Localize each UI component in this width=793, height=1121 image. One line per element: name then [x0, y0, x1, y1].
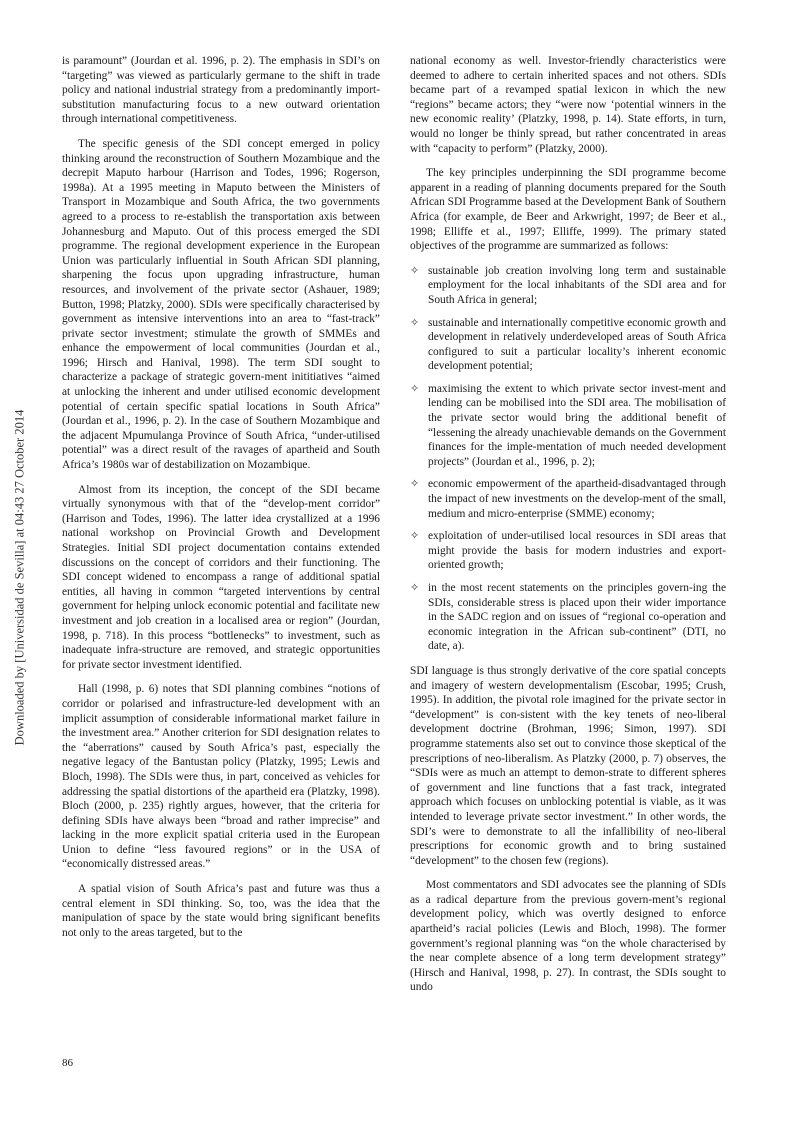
list-item-text: in the most recent statements on the principles govern-ing the SDIs, considerable stress is placed upon their wider importance in the SADC region and on issues of “regional co-operation and economic integration in the African sub-continent” (DTI, no date, a).: [428, 582, 726, 653]
list-item-text: sustainable and internationally competitive economic growth and development in relatively underdeveloped areas of South Africa configured to suit a particular locality’s inherent economic development potential;: [428, 316, 726, 373]
paragraph: is paramount” (Jourdan et al. 1996, p. 2). The emphasis in SDI’s on “targeting” was viewed as particularly germane to the shift in trade policy and national industrial strategy from a predominantly import-substitution manufacturing focus to a new outward orientation through international competitiveness.: [62, 55, 380, 126]
list-item-text: exploitation of under-utilised local resources in SDI areas that might provide the basis for modern industries and export-oriented growth;: [428, 530, 726, 572]
bullet-star-icon: ✧: [410, 381, 420, 395]
list-item: [410, 316, 726, 374]
paragraph: The specific genesis of the SDI concept emerged in policy thinking around the reconstruction of Southern Mozambique and the decrepit Maputo harbour (Harrison and Todes, 1996; Rogerson, 1998a). At a 1995 meeting in Maputo between the Ministers of Transport in Mozambique and South Africa, the two governments agreed to a process to re-establish the transportation axis between Johannesburg and Maputo. Out of this process emerged the SDI programme. The regional development experience in the European Union was particularly influential in South African SDI planning, sharpening the focus upon upgrading infrastructure, human resources, and involvement of the private sector (Ashauer, 1989; Button, 1998; Platzky, 2000). SDIs were specifically characterised by government as intensive interventions into an area to “fast-track” private sector investment; stimulate the growth of SMMEs and enhance the empowerment of local communities (Jourdan et al., 1996; Hirsch and Hanival, 1998). The term SDI sought to characterize a package of strategic govern-ment inititiatives “aimed at unlocking the inherent and under utilised economic development potential of certain specific spatial locations in South Africa” (Jourdan et al., 1996, p. 2). In the case of Southern Mozambique and the adjacent Mpumulanga Province of South Africa, “under-utilised potential” was a direct result of the ravages of apartheid and South Africa’s 1980s war of destabilization on Mozambique.: [62, 137, 380, 472]
paragraph: The key principles underpinning the SDI programme become apparent in a reading of planning documents prepared for the South African SDI Programme based at the Development Bank of Southern Africa (for example, de Beer and Arkwright, 1997; de Beer et al., 1998; Elliffe et al., 1997; Elliffe, 1999). The primary stated objectives of the programme are summarized as follows:: [410, 167, 727, 253]
page-number: 86: [62, 1057, 73, 1069]
list-item: [410, 581, 726, 654]
objectives-list: [410, 264, 726, 654]
bullet-star-icon: ✧: [410, 263, 420, 277]
paragraph: Most commentators and SDI advocates see the planning of SDIs as a radical departure from the previous govern-ment’s regional development policy, which was overtly designed to enforce apartheid’s racial policies (Lewis and Bloch, 1998). The former government’s regional planning was “on the whole characterised by the near complete absence of a long term development strategy” (Hirsch and Hanival, 1998, p. 27). In contrast, the SDIs sought to undo: [410, 879, 726, 994]
left-column: [62, 54, 380, 950]
list-item: [410, 529, 726, 573]
paragraph: A spatial vision of South Africa’s past and future was thus a central element in SDI thinking. So, too, was the idea that the manipulation of space by the state would bring significant benefits not only to the areas targeted, but to the: [62, 883, 380, 939]
list-item-text: sustainable job creation involving long term and sustainable employment for the local inhabitants of the SDI area and for South Africa in general;: [428, 264, 726, 306]
download-watermark: Downloaded by [Universidad de Sevilla] at 04:43 27 October 2014: [12, 409, 27, 746]
paragraph: Almost from its inception, the concept of the SDI became virtually synonymous with that of the “develop-ment corridor” (Harrison and Todes, 1996). The latter idea crystallized at a 1996 national workshop on Provincial Growth and Development Strategies. Initial SDI project documentation contains extended discussions on the concept of corridors and their functioning. The SDI concept widened to encompass a range of additional spatial entities, all having in common “targeted interventions by central government for helping unlock economic potential and facilitate new investment and job creation in a localised area or region” (Jourdan, 1998, p. 718). In this process “bottlenecks” to investment, such as inadequate infra-structure are removed, and strategic opportunities for private sector investment identified.: [62, 483, 380, 671]
right-column: [410, 54, 726, 1005]
list-item: [410, 264, 726, 308]
right-column-intro: [410, 54, 726, 254]
paragraph: Hall (1998, p. 6) notes that SDI planning combines “notions of corridor or polarised and infrastructure-led development with an implicit assumption of considerable informational market failure in the investment area.” Another criterion for SDI designation relates to the “aberrations” caused by South Africa’s past, especially the negative legacy of the Bantustan policy (Platzky, 1995; Lewis and Bloch, 1998). The SDIs were thus, in part, conceived as vehicles for addressing the spatial distortions of the apartheid era (Platzky, 1998). Bloch (2000, p. 235) rightly argues, however, that the criteria for defining SDIs have always been “broad and rather imprecise” and lacking in the more explicit spatial criteria used in the European Union to define “less favoured regions” or in the USA of “economically distressed areas.”: [62, 683, 380, 871]
bullet-star-icon: ✧: [410, 315, 420, 329]
list-item: [410, 477, 726, 521]
right-column-continuation: [410, 664, 726, 995]
list-item: [410, 382, 726, 470]
bullet-star-icon: ✧: [410, 529, 420, 543]
paragraph: national economy as well. Investor-friendly characteristics were deemed to adhere to certain inherited spaces and not others. SDIs became part of a revamped spatial lexicon in which the new “regions” became actors; they “were now ‘potential winners in the new economic reality’ (Platzky, 1998, p. 14). State efforts, in turn, would no longer be thinly spread, but rather concentrated in areas with “capacity to perform” (Platzky, 2000).: [410, 55, 726, 155]
list-item-text: economic empowerment of the apartheid-disadvantaged through the impact of new investments on the develop-ment of the small, medium and micro-enterprise (SMME) economy;: [428, 478, 726, 520]
bullet-star-icon: ✧: [410, 477, 420, 491]
paragraph: SDI language is thus strongly derivative of the core spatial concepts and imagery of western developmentalism (Escobar, 1995; Crush, 1995). In addition, the pivotal role imagined for the private sector in “development” is con-sistent with the key tenets of neo-liberal development doctrine (Brohman, 1996; Simon, 1997). SDI programme statements also set out to convince those skeptical of the prescriptions of neo-liberalism. As Platzky (2000, p. 7) observes, the “SDIs were as much an attempt to demon-strate to different spheres of government and line functions that a fast track, integrated approach which focuses on unblocking potential is viable, as it was intended to leverage private sector investment.” In other words, the SDI’s were to demonstrate to all the infallibility of neo-liberal prescriptions for economic growth and to bring sustained “development” to the chosen few (regions).: [410, 664, 726, 867]
bullet-star-icon: ✧: [410, 581, 420, 594]
list-item-text: maximising the extent to which private sector invest-ment and lending can be mobilised into the SDI area. The mobilisation of the private sector would bring the additional benefit of “lessening the already unachievable demands on the Government finances for the imple-mentation of much needed development projects” (Jourdan et al., 1996, p. 2);: [428, 382, 726, 468]
